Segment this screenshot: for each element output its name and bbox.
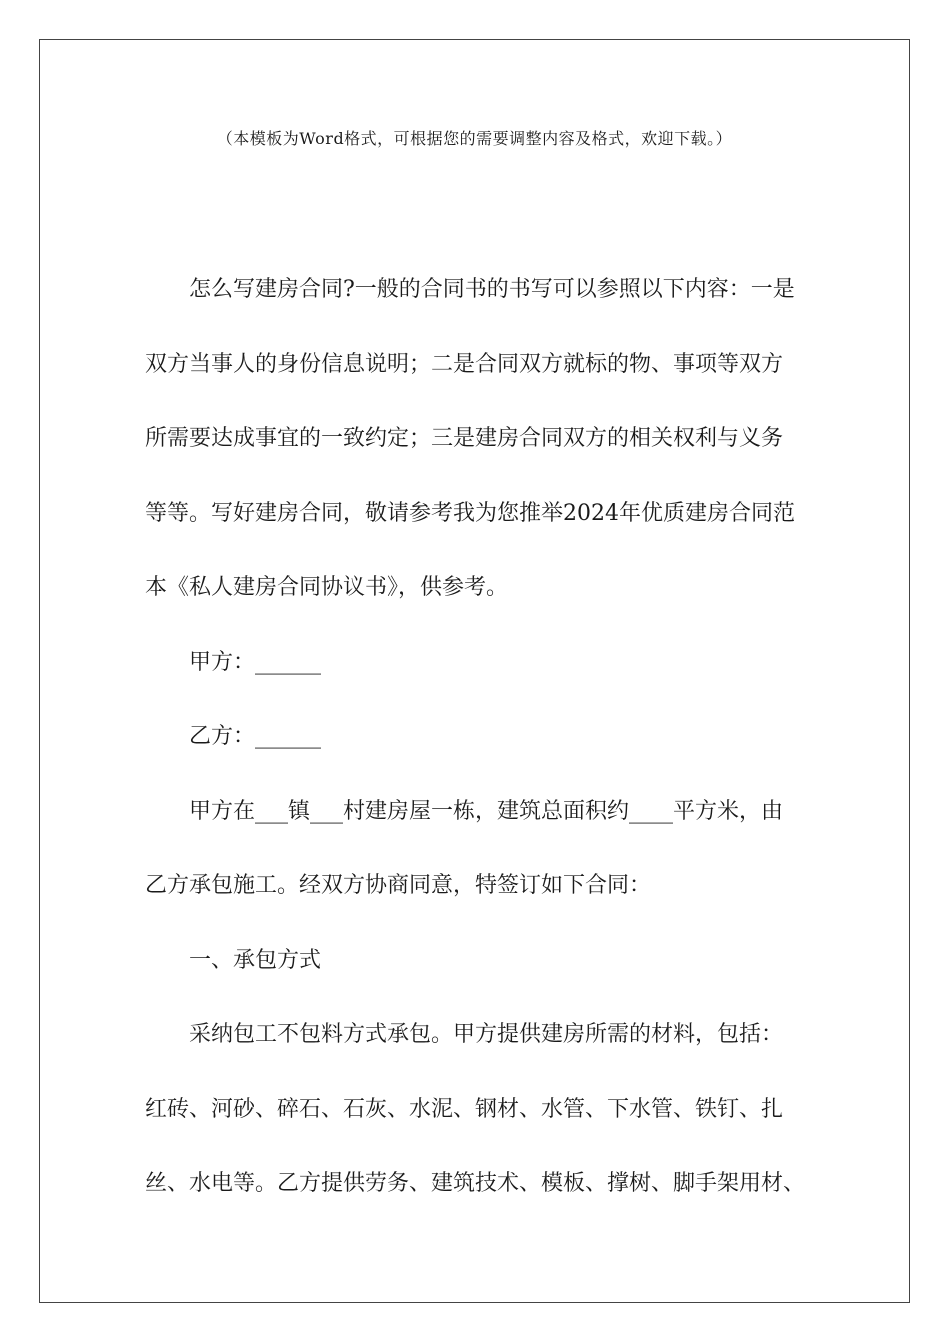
intro-paragraph-line: 所需要达成事宜的一致约定；三是建房合同双方的相关权利与义务: [145, 426, 784, 451]
intro-paragraph-line: 双方当事人的身份信息说明；二是合同双方就标的物、事项等双方: [145, 351, 784, 377]
intro-paragraph-line: 等等。写好建房合同，敬请参考我为您推举2024年优质建房合同范: [145, 500, 795, 526]
section-paragraph-line: 丝、水电等。乙方提供劳务、建筑技术、模板、撑树、脚手架用材、: [145, 1171, 806, 1196]
party-a-line: 甲方：______: [189, 649, 322, 675]
contract-preamble-line: 乙方承包施工。经双方协商同意，特签订如下合同：: [145, 873, 652, 898]
intro-paragraph-line: 怎么写建房合同?一般的合同书的书写可以参照以下内容：一是: [189, 277, 795, 302]
section-paragraph-line: 红砖、河砂、碎石、石灰、水泥、钢材、水管、下水管、铁钉、扎: [145, 1096, 784, 1122]
contract-preamble-line: 甲方在___镇___村建房屋一栋，建筑总面积约____平方米，由: [189, 798, 784, 824]
party-b-line: 乙方：______: [189, 724, 322, 749]
intro-paragraph-line: 本《私人建房合同协议书》，供参考。: [145, 575, 509, 600]
section-heading: 一、承包方式: [189, 947, 322, 973]
document-body: [145, 270, 813, 1239]
section-paragraph-line: 采纳包工不包料方式承包。甲方提供建房所需的材料，包括：: [189, 1022, 784, 1047]
template-note: （本模板为Word格式，可根据您的需要调整内容及格式，欢迎下载。）: [216, 129, 733, 148]
